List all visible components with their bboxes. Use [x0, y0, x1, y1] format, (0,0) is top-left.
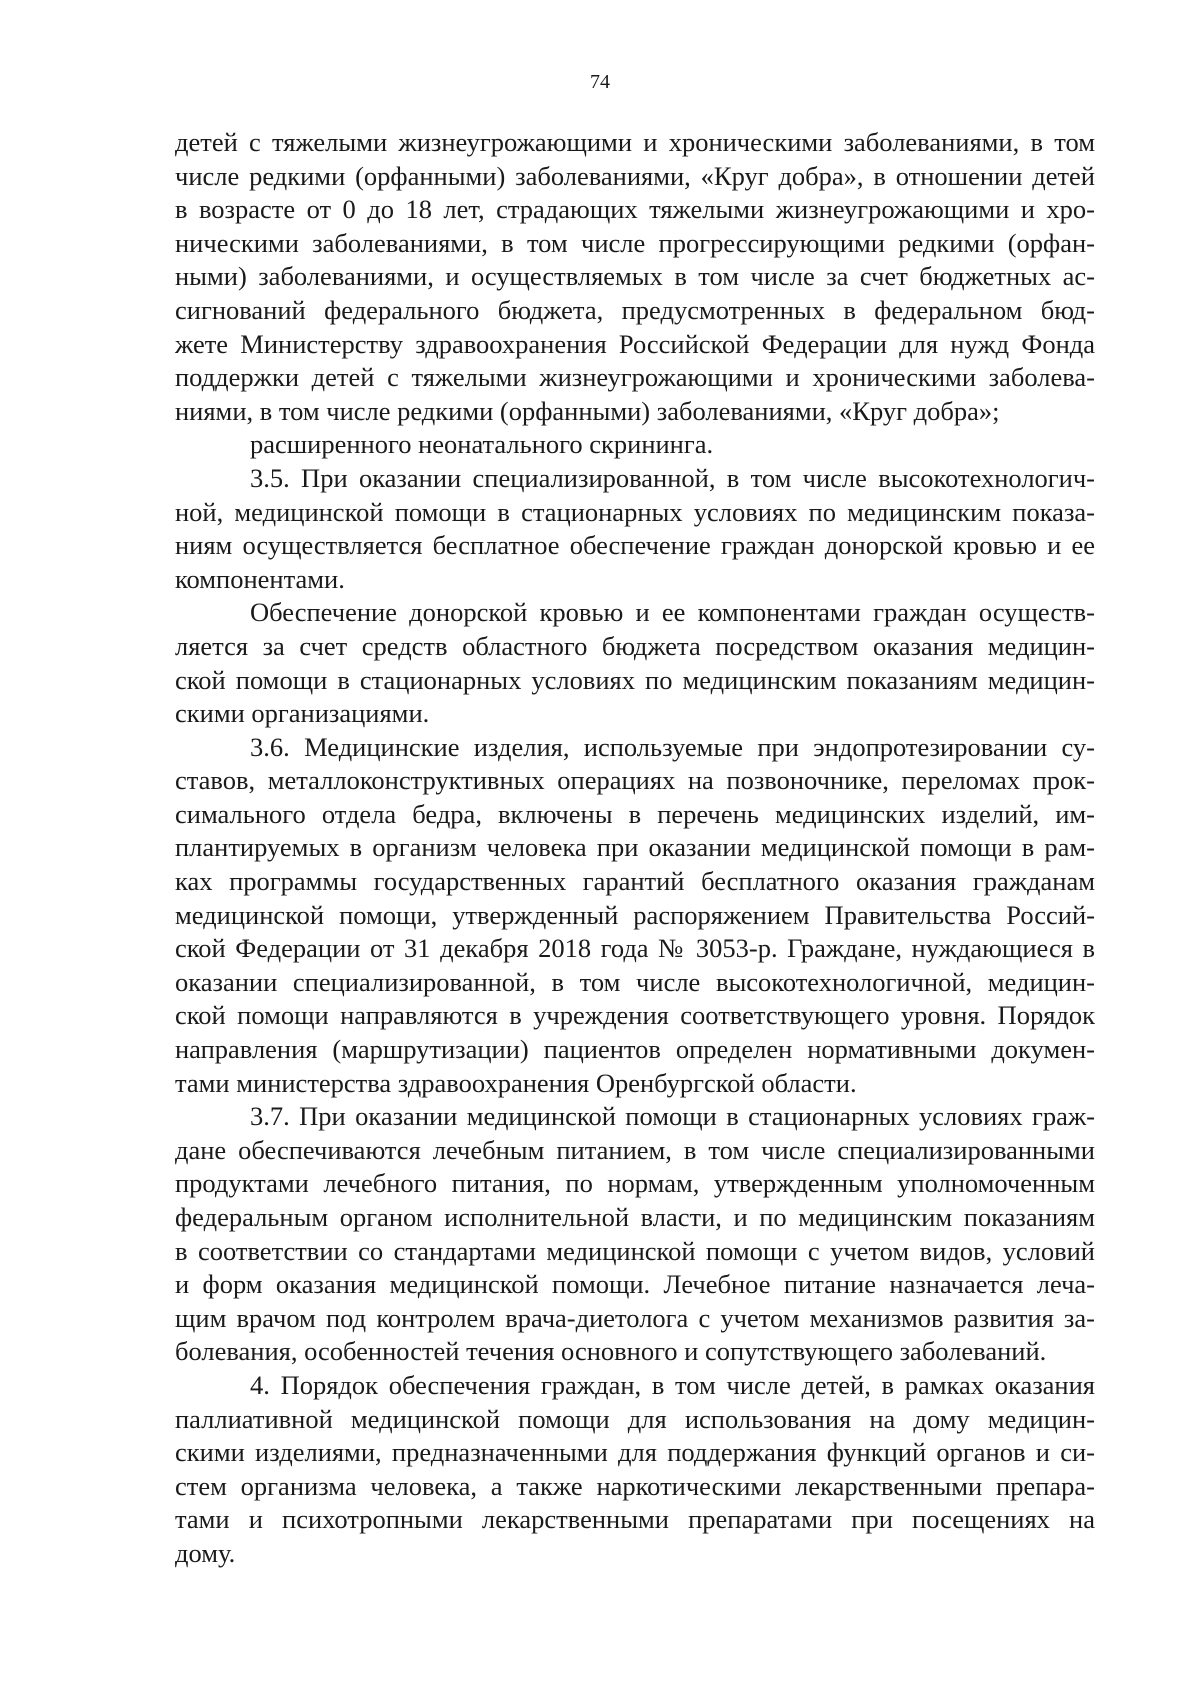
paragraph: [175, 1369, 1095, 1571]
text-line: федеральным органом исполнительной власти, и по медицинским показаниям: [175, 1202, 1095, 1232]
text-line: щим врачом под контролем врача-диетолога с учетом механизмов развития за-: [175, 1302, 1095, 1333]
paragraph: [175, 596, 1095, 730]
text-line: ниями, в том числе редкими (орфанными) заболеваниями, «Круг добра»;: [175, 395, 1000, 426]
text-line: в соответствии со стандартами медицинской помощи с учетом видов, условий: [175, 1235, 1095, 1266]
text-line: ными) заболеваниями, и осуществляемых в том числе за счет бюджетных ас-: [175, 261, 1095, 292]
text-line: в возрасте от 0 до 18 лет, страдающих тяжелыми жизнеугрожающими и хро-: [175, 194, 1095, 225]
text-line: скими организациями.: [175, 698, 430, 729]
text-line: тами министерства здравоохранения Оренбургской области.: [175, 1067, 857, 1098]
text-line: поддержки детей с тяжелыми жизнеугрожающими и хроническими заболева-: [175, 362, 1095, 393]
text-line: 3.7. При оказании медицинской помощи в стационарных условиях граж-: [250, 1101, 1095, 1132]
text-line: Обеспечение донорской кровью и ее компонентами граждан осуществ-: [250, 597, 1095, 628]
paragraph: [175, 1100, 1095, 1369]
text-line: медицинской помощи, утвержденный распоряжением Правительства Россий-: [175, 899, 1095, 930]
text-line: 3.5. При оказании специализированной, в том числе высокотехнологич-: [250, 462, 1095, 493]
paragraph: [175, 428, 1095, 462]
text-line: ставов, металлоконструктивных операциях на позвоночнике, переломах прок-: [175, 765, 1095, 796]
paragraph: [175, 462, 1095, 596]
text-line: жете Министерству здравоохранения Российской Федерации для нужд Фонда: [175, 328, 1095, 359]
text-line: дому.: [175, 1537, 236, 1568]
text-line: продуктами лечебного питания, по нормам, утвержденным уполномоченным: [175, 1168, 1095, 1199]
text-line: сигнований федерального бюджета, предусмотренных в федеральном бюд-: [175, 294, 1095, 325]
text-line: ской помощи направляются в учреждения соответствующего уровня. Порядок: [175, 1000, 1095, 1031]
text-line: и форм оказания медицинской помощи. Лечебное питание назначается леча-: [175, 1269, 1095, 1300]
text-line: дане обеспечиваются лечебным питанием, в том числе специализированными: [175, 1134, 1095, 1165]
text-line: ках программы государственных гарантий бесплатного оказания гражданам: [175, 866, 1095, 897]
paragraph: [175, 731, 1095, 1101]
text-line: ляется за счет средств областного бюджета посредством оказания медицин-: [175, 630, 1095, 661]
text-line: ной, медицинской помощи в стационарных условиях по медицинским показа-: [175, 496, 1095, 527]
page-number: 74: [590, 71, 610, 93]
text-line: числе редкими (орфанными) заболеваниями, «Круг добра», в отношении детей: [175, 160, 1095, 191]
text-line: болевания, особенностей течения основного и сопутствующего заболеваний.: [175, 1336, 1047, 1367]
text-line: 3.6. Медицинские изделия, используемые при эндопротезировании су-: [250, 731, 1095, 762]
text-line: ниям осуществляется бесплатное обеспечение граждан донорской кровью и ее: [175, 530, 1095, 561]
document-body: [175, 126, 1095, 1571]
text-line: оказании специализированной, в том числе высокотехнологичной, медицин-: [175, 966, 1095, 997]
text-line: ской помощи в стационарных условиях по медицинским показаниям медицин-: [175, 664, 1095, 695]
text-line: ской Федерации от 31 декабря 2018 года № 3053-р. Граждане, нуждающиеся в: [175, 933, 1095, 964]
text-line: 4. Порядок обеспечения граждан, в том числе детей, в рамках оказания: [250, 1369, 1095, 1400]
text-line: плантируемых в организм человека при оказании медицинской помощи в рам-: [175, 832, 1095, 863]
text-line: паллиативной медицинской помощи для использования на дому медицин-: [175, 1403, 1095, 1434]
text-line: детей с тяжелыми жизнеугрожающими и хроническими заболеваниями, в том: [175, 127, 1095, 157]
text-line: компонентами.: [175, 563, 345, 594]
text-line: скими изделиями, предназначенными для поддержания функций органов и си-: [175, 1437, 1095, 1468]
text-line: расширенного неонатального скрининга.: [250, 429, 714, 460]
text-line: ническими заболеваниями, в том числе прогрессирующими редкими (орфан-: [175, 227, 1095, 258]
paragraph: [175, 126, 1095, 428]
text-line: тами и психотропными лекарственными препаратами при посещениях на: [175, 1504, 1095, 1535]
text-line: стем организма человека, а также наркотическими лекарственными препара-: [175, 1470, 1095, 1501]
text-line: направления (маршрутизации) пациентов определен нормативными докумен-: [175, 1034, 1095, 1065]
text-line: симального отдела бедра, включены в перечень медицинских изделий, им-: [175, 798, 1095, 829]
